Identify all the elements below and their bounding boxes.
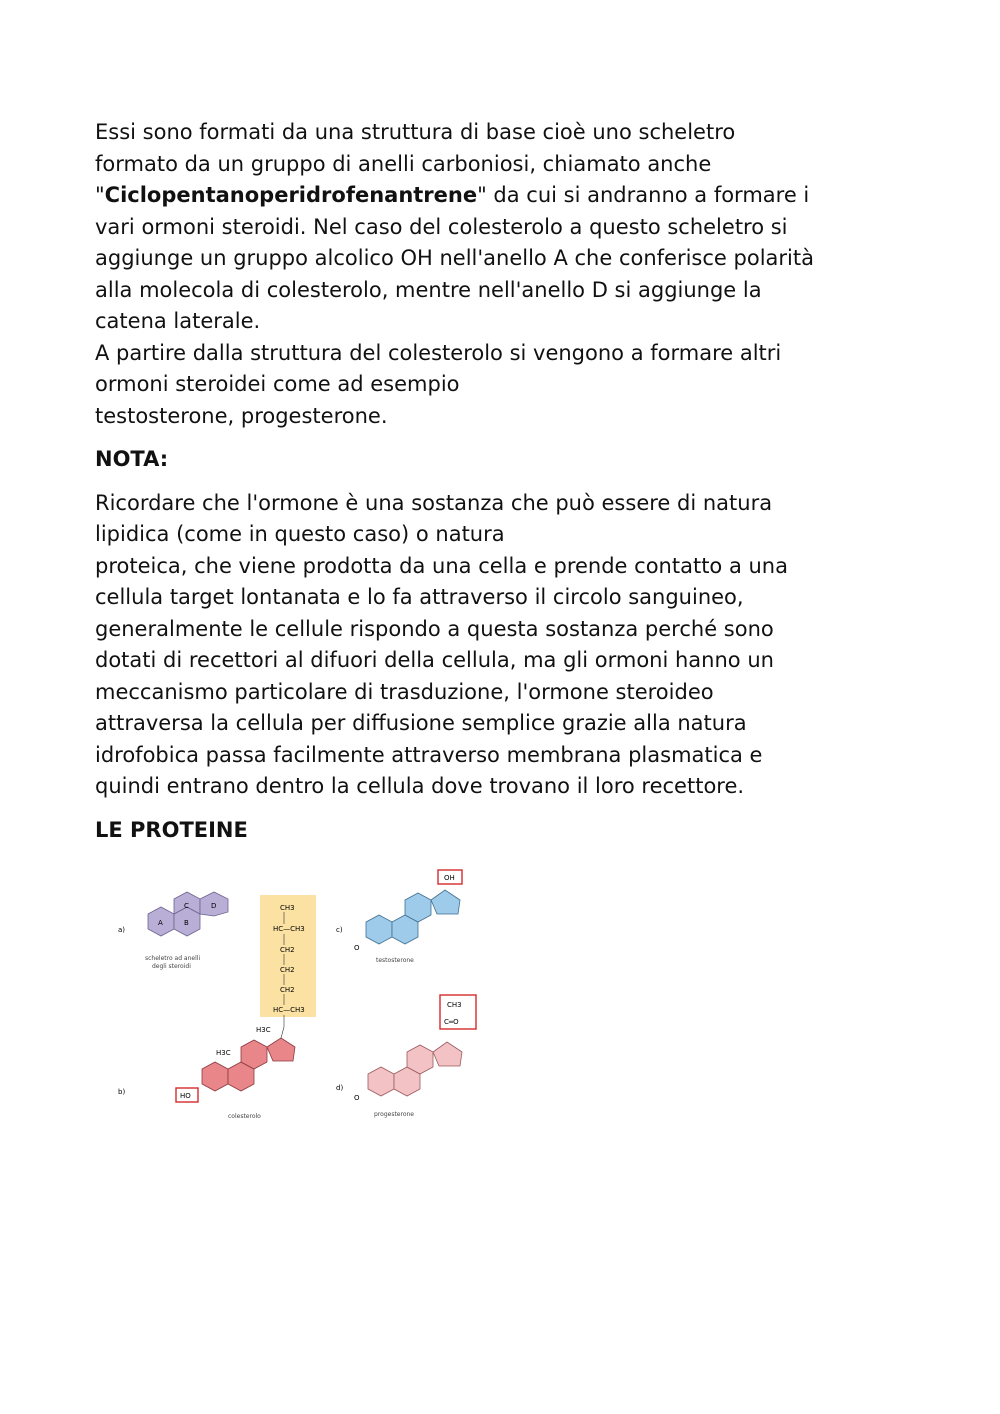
text-line: aggiunge un gruppo alcolico OH nell'anello A che conferisce polarità <box>95 246 814 270</box>
text-line: idrofobica passa facilmente attraverso membrana plasmatica e <box>95 742 763 767</box>
ring-a-label: A <box>158 919 163 927</box>
text-fragment: " da cui si andranno a formare i <box>477 183 810 207</box>
prog-ch3: CH3 <box>447 1001 462 1009</box>
text-line: cellula target lontanata e lo fa attraverso il circolo sanguineo, <box>95 585 744 609</box>
text-line: A partire dalla struttura del colesterolo si vengono a formare altri <box>95 340 782 365</box>
testo-oh: OH <box>444 874 455 882</box>
prog-ring-d <box>433 1042 462 1066</box>
text-line: catena laterale. <box>95 309 261 333</box>
panel-d-progesterone <box>336 995 476 1118</box>
text-line: alla molecola di colesterolo, mentre nell'anello D si aggiunge la <box>95 277 762 302</box>
text-line: Essi sono formati da una struttura di base cioè uno scheletro <box>95 120 736 144</box>
text-line: dotati di recettori al difuori della cellula, ma gli ormoni hanno un <box>95 648 774 672</box>
text-line: lipidica (come in questo caso) o natura <box>95 522 505 546</box>
side-chain-ch2-2: CH2 <box>280 966 295 974</box>
side-chain-highlight <box>260 895 316 1017</box>
text-fragment: " <box>95 183 105 207</box>
text-line: quindi entrano dentro la cellula dove trovano il loro recettore. <box>95 774 745 798</box>
side-chain-hc-ch3-2: HC—CH3 <box>273 1006 305 1014</box>
side-chain-ch2-3: CH2 <box>280 986 295 994</box>
document-page <box>95 117 915 846</box>
chol-methyl-left: H3C <box>216 1049 231 1057</box>
side-chain-ch2-1: CH2 <box>280 946 295 954</box>
testo-ring-a <box>366 915 392 944</box>
text-line: formato da un gruppo di anelli carboniosi, chiamato anche <box>95 151 712 176</box>
chol-tail-bond <box>281 1027 284 1038</box>
text-line: attraversa la cellula per diffusione semplice grazie alla natura <box>95 711 747 735</box>
steroid-structures-figure <box>110 862 490 1131</box>
panel-a-caption-1: scheletro ad anelli <box>145 955 201 962</box>
panel-d-letter: d) <box>336 1084 344 1092</box>
prog-oxygen: O <box>354 1094 360 1102</box>
text-line: proteica, che viene prodotta da una cella e prende contatto a una <box>95 553 788 578</box>
panel-a-caption-2: degli steroidi <box>152 963 191 970</box>
heading-nota: NOTA: <box>95 447 169 471</box>
side-chain-hc-ch3-1: HC—CH3 <box>273 925 305 933</box>
panel-c-testosterone <box>336 870 462 964</box>
ring-d-label: D <box>211 902 217 910</box>
prog-ring-a <box>368 1067 394 1096</box>
text-line: generalmente le cellule rispondo a questa sostanza perché sono <box>95 616 774 641</box>
bold-term: Ciclopentanoperidrofenantrene <box>104 183 478 207</box>
testo-oxygen: O <box>354 944 360 952</box>
paragraph-steroid-structure <box>95 117 915 432</box>
testo-ring-d <box>431 890 460 914</box>
chol-hydroxyl: HO <box>180 1092 191 1100</box>
panel-b-letter: b) <box>118 1088 126 1096</box>
chol-ring-d <box>267 1038 295 1061</box>
text-line: meccanismo particolare di trasduzione, l'ormone steroideo <box>95 679 714 704</box>
chol-ring-a <box>202 1062 228 1091</box>
panel-a-skeleton <box>118 892 228 970</box>
ring-b-label: B <box>184 919 189 927</box>
ring-c-label: C <box>184 902 189 910</box>
side-chain-ch3-top: CH3 <box>280 904 295 912</box>
heading-le-proteine: LE PROTEINE <box>95 817 248 842</box>
text-line: Ricordare che l'ormone è una sostanza che può essere di natura <box>95 490 773 515</box>
text-line: vari ormoni steroidi. Nel caso del colesterolo a questo scheletro si <box>95 214 788 239</box>
panel-a-letter: a) <box>118 926 126 934</box>
prog-carbonyl: C═O <box>444 1018 459 1026</box>
chol-methyl-top: H3C <box>256 1026 271 1034</box>
paragraph-hormone-note <box>95 488 915 803</box>
text-line: ormoni steroidei come ad esempio <box>95 372 460 396</box>
panel-d-caption: progesterone <box>374 1111 414 1118</box>
text-line <box>95 180 915 212</box>
panel-c-caption: testosterone <box>376 957 414 964</box>
text-line: testosterone, progesterone. <box>95 403 388 428</box>
panel-c-letter: c) <box>336 926 343 934</box>
panel-b-caption: colesterolo <box>228 1113 261 1120</box>
